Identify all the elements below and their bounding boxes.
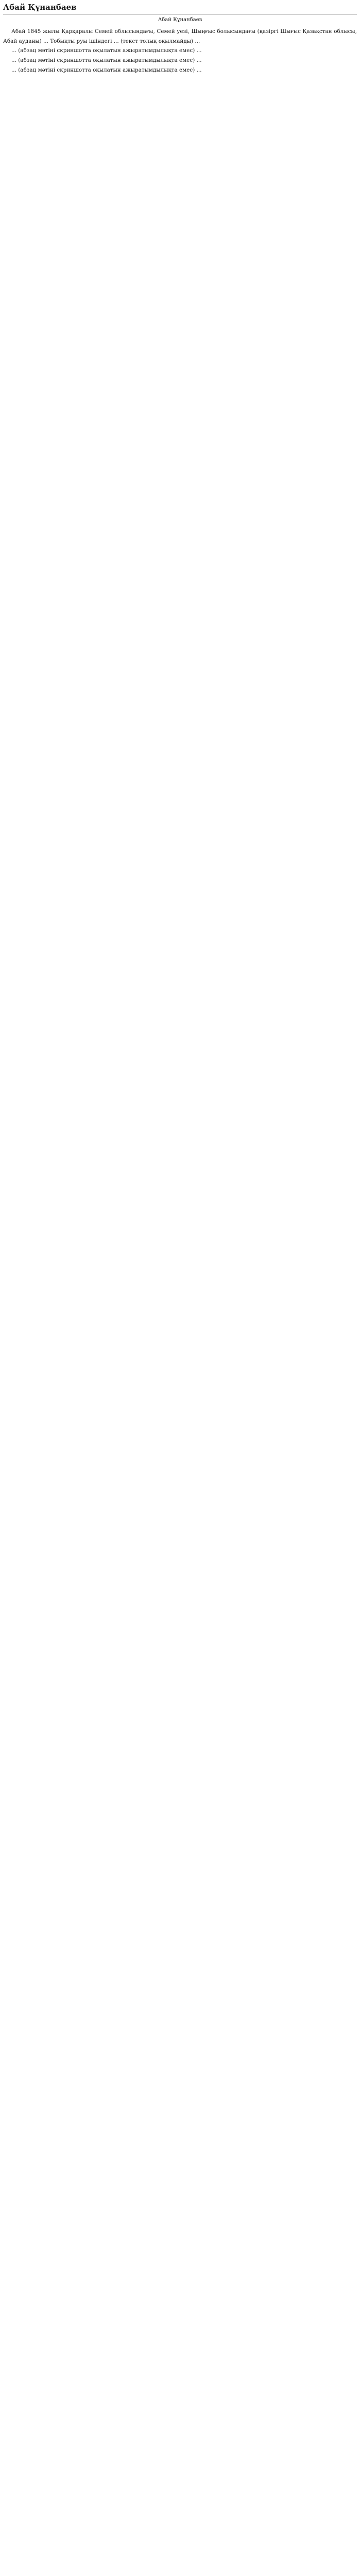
page-title: Абай Құнанбаев	[3, 3, 77, 12]
article-body	[3, 27, 357, 75]
title-divider	[3, 14, 357, 15]
article-paragraph: ... (абзац мәтіні скриншотта оқылатын ажыратымдылықта емес) ...	[11, 57, 202, 64]
page-subtitle: Абай Құнанбаев	[158, 17, 202, 23]
article-paragraph: ... (абзац мәтіні скриншотта оқылатын ажыратымдылықта емес) ...	[11, 47, 202, 54]
article-paragraph: ... (абзац мәтіні скриншотта оқылатын ажыратымдылықта емес) ...	[11, 66, 202, 73]
article-paragraph: Абай 1845 жылы Қарқаралы Семей облысындағы, Семей уезі, Шыңғыс болысындағы (қазіргі Шығыс Қазақстан облысы, Абай ауданы) ... Тобықты руы ішіндегі ... (текст толық оқылмайды) ...	[3, 28, 357, 44]
